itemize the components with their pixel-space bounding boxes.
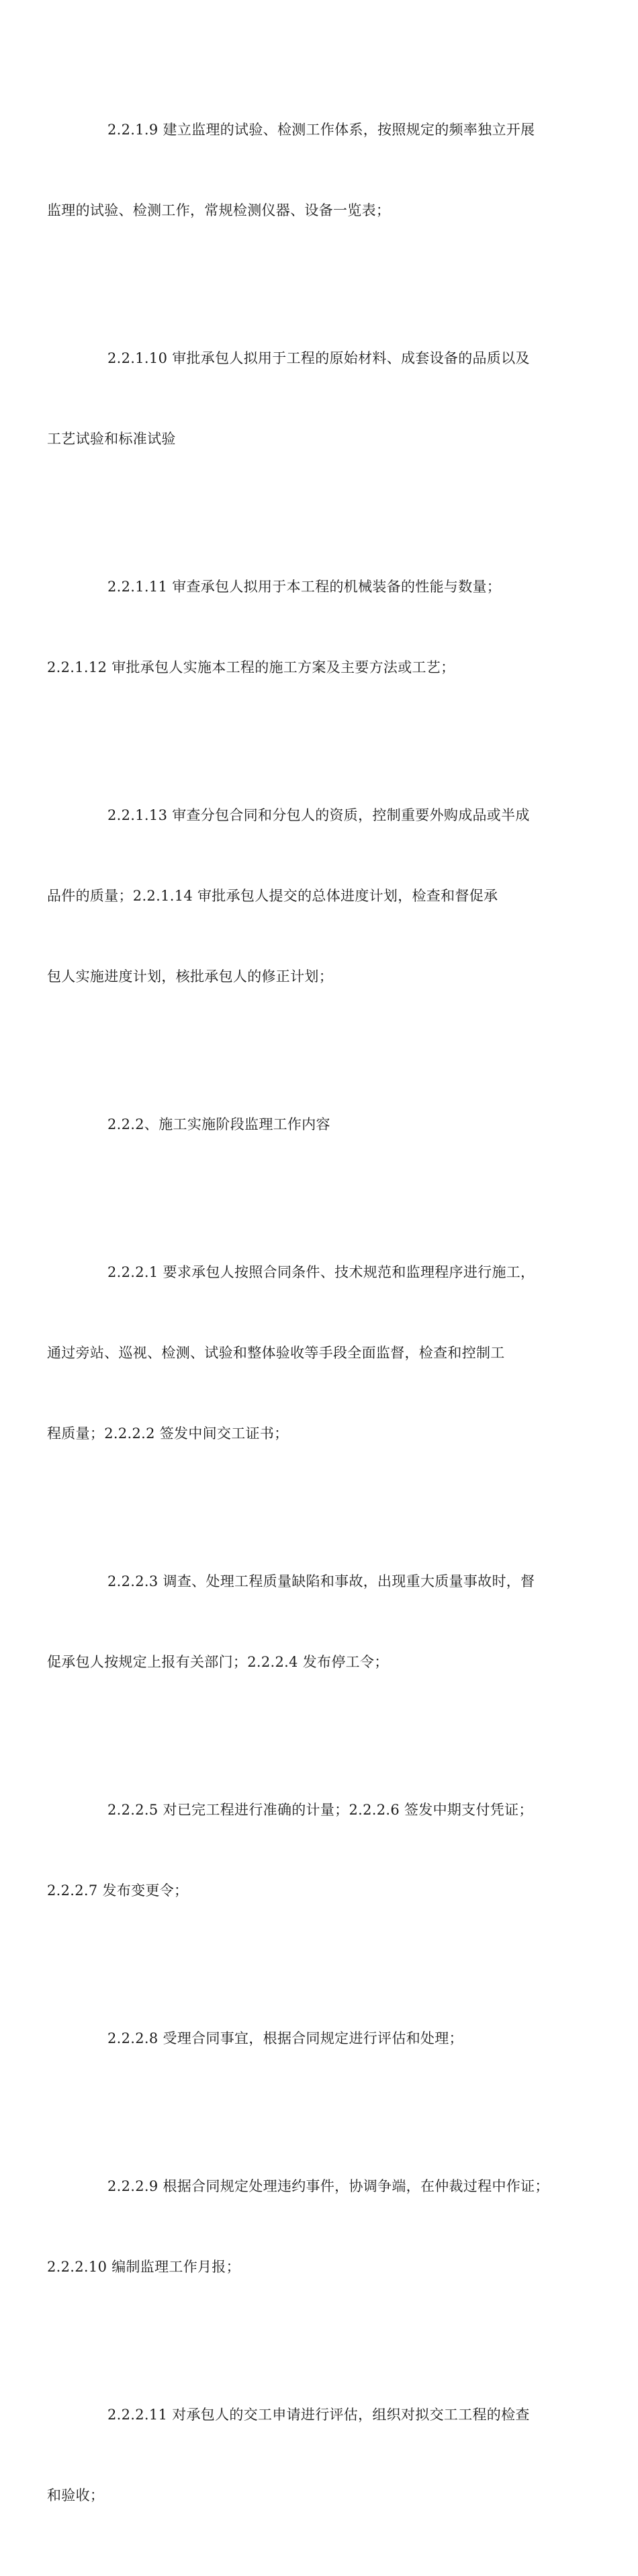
text-line: 2.2.1.13 审查分包合同和分包人的资质，控制重要外购成品或半成 (107, 807, 530, 823)
document-body (47, 63, 561, 2576)
text-line: 监理的试验、检测工作，常规检测仪器、设备一览表； (47, 202, 391, 218)
paragraph-2-2-1-13 (47, 748, 561, 1044)
paragraph-2-2-1-11 (47, 520, 561, 735)
text-line: 品件的质量；2.2.1.14 审批承包人提交的总体进度计划，检查和督促承 (47, 888, 498, 904)
paragraph-2-2-2-11 (47, 2348, 561, 2563)
paragraph-2-2-2-3 (47, 1514, 561, 1729)
text-line: 2.2.2、施工实施阶段监理工作内容 (107, 1116, 330, 1132)
text-line: 2.2.2.1 要求承包人按照合同条件、技术规范和监理程序进行施工， (107, 1264, 535, 1280)
text-line: 2.2.1.10 审批承包人拟用于工程的原始材料、成套设备的品质以及 (107, 350, 530, 366)
text-line: 2.2.1.9 建立监理的试验、检测工作体系，按照规定的频率独立开展 (107, 122, 535, 138)
text-line: 和验收； (47, 2487, 105, 2503)
text-line: 2.2.2.11 对承包人的交工申请进行评估，组织对拟交工工程的检查 (107, 2407, 530, 2423)
text-line: 工艺试验和标准试验 (47, 431, 176, 447)
text-line: 2.2.1.11 审查承包人拟用于本工程的机械装备的性能与数量； (107, 579, 502, 595)
text-line: 2.2.2.3 调查、处理工程质量缺陷和事故，出现重大质量事故时，督 (107, 1573, 535, 1589)
paragraph-2-2-2-1 (47, 1205, 561, 1501)
text-line: 2.2.2.10 编制监理工作月报； (47, 2259, 240, 2275)
paragraph-2-2-1-9 (47, 63, 561, 278)
text-line: 2.2.2.5 对已完工程进行准确的计量；2.2.2.6 签发中期支付凭证； (107, 1802, 533, 1818)
text-line: 2.2.1.12 审批承包人实施本工程的施工方案及主要方法或工艺； (47, 659, 455, 675)
text-line: 通过旁站、巡视、检测、试验和整体验收等手段全面监督，检查和控制工 (47, 1345, 505, 1361)
text-line: 促承包人按规定上报有关部门；2.2.2.4 发布停工令； (47, 1654, 389, 1670)
text-line: 2.2.2.8 受理合同事宜，根据合同规定进行评估和处理； (107, 2030, 463, 2046)
text-line: 2.2.2.7 发布变更令； (47, 1882, 189, 1899)
paragraph-2-2-2-5 (47, 1743, 561, 1958)
section-heading-2-2-2 (77, 1057, 561, 1192)
text-line: 2.2.2.9 根据合同规定处理违约事件，协调争端，在仲裁过程中作证； (107, 2178, 549, 2194)
paragraph-2-2-1-10 (47, 291, 561, 506)
text-line: 程质量；2.2.2.2 签发中间交工证书； (47, 1425, 289, 1442)
paragraph-2-2-2-9 (47, 2119, 561, 2334)
paragraph-2-2-2-8 (77, 1971, 561, 2106)
text-line: 包人实施进度计划，核批承包人的修正计划； (47, 968, 333, 985)
